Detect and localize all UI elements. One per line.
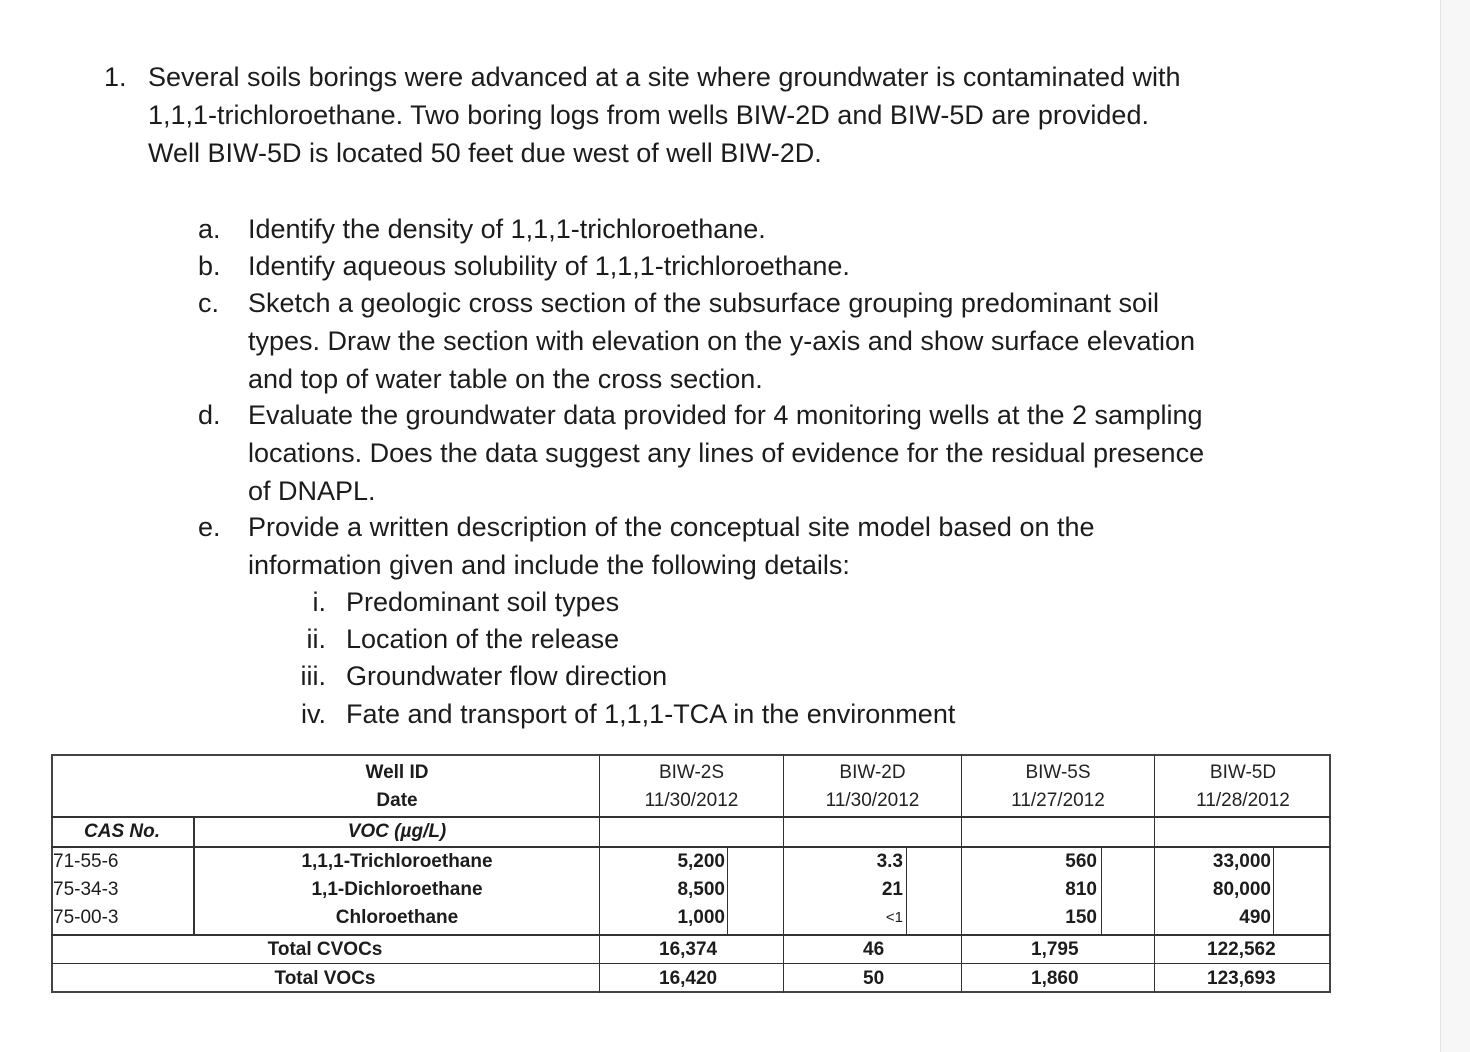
well-id-label: Well ID (365, 762, 429, 783)
part-c (198, 284, 1318, 398)
question-number: 1. (104, 62, 127, 92)
compound-name: 1,1-Dichloroethane (311, 879, 483, 900)
cas-number: 75-00-3 (53, 907, 119, 928)
part-line: of DNAPL. (248, 476, 376, 506)
value-cell: 490 (1239, 907, 1271, 928)
subpart-label: iii. (300, 661, 326, 691)
well-date: 11/27/2012 (1011, 790, 1105, 811)
compound-name: 1,1,1-Trichloroethane (301, 851, 493, 872)
value-cell: 810 (1065, 879, 1097, 900)
part-d (198, 396, 1318, 510)
part-line: Provide a written description of the conceptual site model based on the (248, 512, 1095, 542)
part-e (198, 508, 1318, 584)
total-label: Total CVOCs (267, 939, 383, 960)
part-line: Evaluate the groundwater data provided for 4 monitoring wells at the 2 sampling (248, 400, 1203, 430)
part-line: locations. Does the data suggest any lines of evidence for the residual presence (248, 438, 1205, 468)
question-line: Well BIW-5D is located 50 feet due west of well BIW-2D. (148, 138, 822, 168)
total-value: 1,860 (1031, 968, 1079, 989)
subpart-ii (290, 620, 1190, 658)
well-id: BIW-5S (1025, 762, 1091, 783)
table-rule (1101, 848, 1102, 934)
part-line: information given and include the following details: (248, 550, 850, 580)
subpart-text: Groundwater flow direction (346, 661, 668, 691)
subpart-iv (290, 695, 1190, 733)
part-line: Identify the density of 1,1,1-trichloroethane. (248, 214, 766, 244)
subpart-text: Fate and transport of 1,1,1-TCA in the environment (346, 699, 956, 729)
subpart-iii (290, 657, 1190, 695)
total-value: 16,374 (659, 939, 718, 960)
total-value: 1,795 (1031, 939, 1079, 960)
part-label: d. (198, 400, 221, 430)
part-line: types. Draw the section with elevation on the y-axis and show surface elevation (248, 326, 1196, 356)
value-cell: 560 (1065, 851, 1097, 872)
cas-number: 71-55-6 (53, 851, 119, 872)
well-date: 11/28/2012 (1196, 790, 1290, 811)
compound-name: Chloroethane (335, 907, 459, 928)
question-line: Several soils borings were advanced at a site where groundwater is contaminated with (148, 62, 1181, 92)
part-label: a. (198, 214, 221, 244)
date-label: Date (376, 790, 418, 811)
subpart-text: Predominant soil types (346, 587, 620, 617)
well-id: BIW-5D (1209, 762, 1277, 783)
value-cell: 21 (881, 879, 903, 900)
question-text (148, 58, 1328, 172)
part-label: c. (198, 288, 220, 318)
groundwater-data-table (51, 754, 1333, 995)
part-line: and top of water table on the cross section. (248, 364, 763, 394)
value-cell: 150 (1065, 907, 1097, 928)
value-cell: 3.3 (876, 851, 903, 872)
total-value: 50 (863, 968, 885, 989)
well-date: 11/30/2012 (825, 790, 920, 811)
value-cell: 1,000 (677, 907, 725, 928)
part-b (198, 247, 1318, 285)
subpart-label: i. (312, 587, 326, 617)
part-line: Identify aqueous solubility of 1,1,1-trichloroethane. (248, 251, 850, 281)
total-label: Total VOCs (274, 968, 376, 989)
well-id: BIW-2S (658, 762, 725, 783)
table-rule (727, 848, 728, 934)
total-value: 123,693 (1207, 968, 1276, 989)
question-line: 1,1,1-trichloroethane. Two boring logs from wells BIW-2D and BIW-5D are provided. (148, 100, 1149, 130)
value-cell: 8,500 (677, 879, 725, 900)
subpart-label: ii. (306, 624, 326, 654)
right-gutter (1440, 0, 1470, 1052)
value-cell: <1 (885, 909, 903, 926)
part-a (198, 210, 1318, 248)
value-cell: 33,000 (1212, 851, 1271, 872)
well-date: 11/30/2012 (644, 790, 739, 811)
cas-header: CAS No. (84, 821, 160, 842)
subpart-i (290, 583, 1190, 621)
table-rule (1273, 848, 1274, 934)
part-label: e. (198, 512, 221, 542)
subpart-text: Location of the release (346, 624, 620, 654)
value-cell: 5,200 (677, 851, 725, 872)
value-cell: 80,000 (1212, 879, 1271, 900)
part-line: Sketch a geologic cross section of the subsurface grouping predominant soil (248, 288, 1160, 318)
table-rule (906, 848, 907, 934)
well-id: BIW-2D (839, 762, 906, 783)
part-label: b. (198, 251, 221, 281)
voc-header: VOC (µg/L) (347, 821, 447, 842)
total-value: 122,562 (1207, 939, 1276, 960)
cas-number: 75-34-3 (53, 879, 119, 900)
subpart-label: iv. (301, 699, 326, 729)
total-value: 46 (863, 939, 885, 960)
total-value: 16,420 (659, 968, 718, 989)
